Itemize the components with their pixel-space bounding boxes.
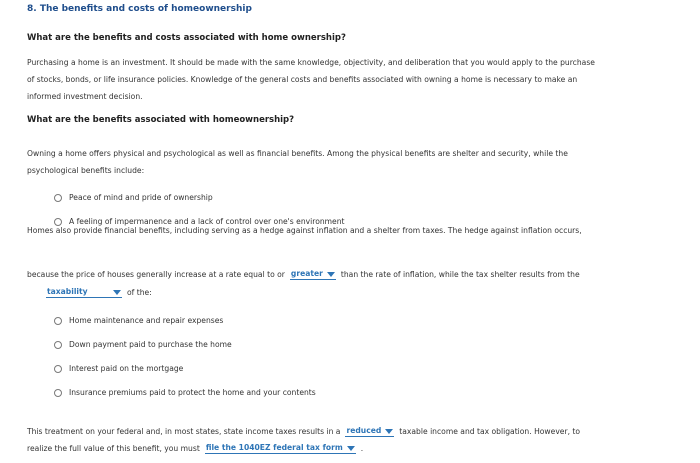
radio-button[interactable] (54, 194, 62, 202)
radio-button[interactable] (54, 317, 62, 325)
option-label: Peace of mind and pride of ownership (69, 193, 213, 202)
treatment-text: . (360, 444, 364, 453)
option-label: Down payment paid to purchase the home (69, 340, 232, 349)
option-label: A feeling of impermanence and a lack of control over one's environment (69, 217, 345, 226)
question-heading-costs: What are the benefits and costs associated with home ownership? (27, 33, 346, 43)
chevron-down-icon (347, 446, 355, 451)
dropdown-taxable-income[interactable] (345, 426, 394, 437)
intro-paragraph (27, 54, 677, 105)
benefits-line: Owning a home offers physical and psychological as well as financial benefits. Among the physical benefits are shelter and security, while the (27, 149, 568, 158)
section-title: 8. The benefits and costs of homeownership (27, 4, 252, 14)
intro-line: Purchasing a home is an investment. It should be made with the same knowledge, objectivity, and deliberation that you would apply to the purchase (27, 58, 595, 67)
dropdown-tax-shelter[interactable] (46, 287, 122, 298)
radio-option-down-payment[interactable] (54, 340, 232, 349)
treatment-line-1 (27, 423, 580, 440)
dropdown-tax-action[interactable] (205, 443, 356, 454)
benefits-paragraph (27, 145, 677, 179)
chevron-down-icon (113, 290, 121, 295)
option-label: Interest paid on the mortgage (69, 364, 184, 373)
radio-option-peace-of-mind[interactable] (54, 193, 213, 202)
radio-option-maintenance[interactable] (54, 316, 223, 325)
intro-line: of stocks, bonds, or life insurance policies. Knowledge of the general costs and benefits associated with owning a home is necessary to make an (27, 75, 578, 84)
chevron-down-icon (385, 429, 393, 434)
financial-line-2 (27, 266, 580, 283)
radio-button[interactable] (54, 389, 62, 397)
option-label: Home maintenance and repair expenses (69, 316, 224, 325)
dropdown-rate-comparison[interactable] (290, 269, 336, 280)
benefits-line: psychological benefits include: (27, 166, 145, 175)
treatment-line-2 (27, 440, 363, 457)
financial-line-3 (46, 284, 152, 301)
dropdown-value: taxability (47, 287, 88, 296)
financial-line: Homes also provide financial benefits, including serving as a hedge against inflation and a shelter from taxes. The hedge against inflation occurs, (27, 226, 582, 235)
treatment-text: realize the full value of this benefit, you must (27, 444, 200, 453)
radio-button[interactable] (54, 365, 62, 373)
financial-text: than the rate of inflation, while the tax shelter results from the (340, 270, 580, 279)
dropdown-value: reduced (346, 426, 382, 435)
chevron-down-icon (327, 272, 335, 277)
dropdown-value: greater (290, 269, 323, 278)
radio-option-insurance[interactable] (54, 388, 316, 397)
dropdown-value: file the 1040EZ federal tax form (205, 443, 343, 452)
treatment-text: This treatment on your federal and, in most states, state income taxes results in a (27, 427, 341, 436)
radio-option-mortgage-interest[interactable] (54, 364, 183, 373)
treatment-text: taxable income and tax obligation. However, to (399, 427, 581, 436)
radio-button[interactable] (54, 341, 62, 349)
intro-line: informed investment decision. (27, 92, 143, 101)
question-heading-benefits: What are the benefits associated with homeownership? (27, 115, 295, 125)
financial-text: because the price of houses generally increase at a rate equal to or (27, 270, 285, 279)
financial-text: of the: (127, 288, 152, 297)
option-label: Insurance premiums paid to protect the home and your contents (69, 388, 316, 397)
